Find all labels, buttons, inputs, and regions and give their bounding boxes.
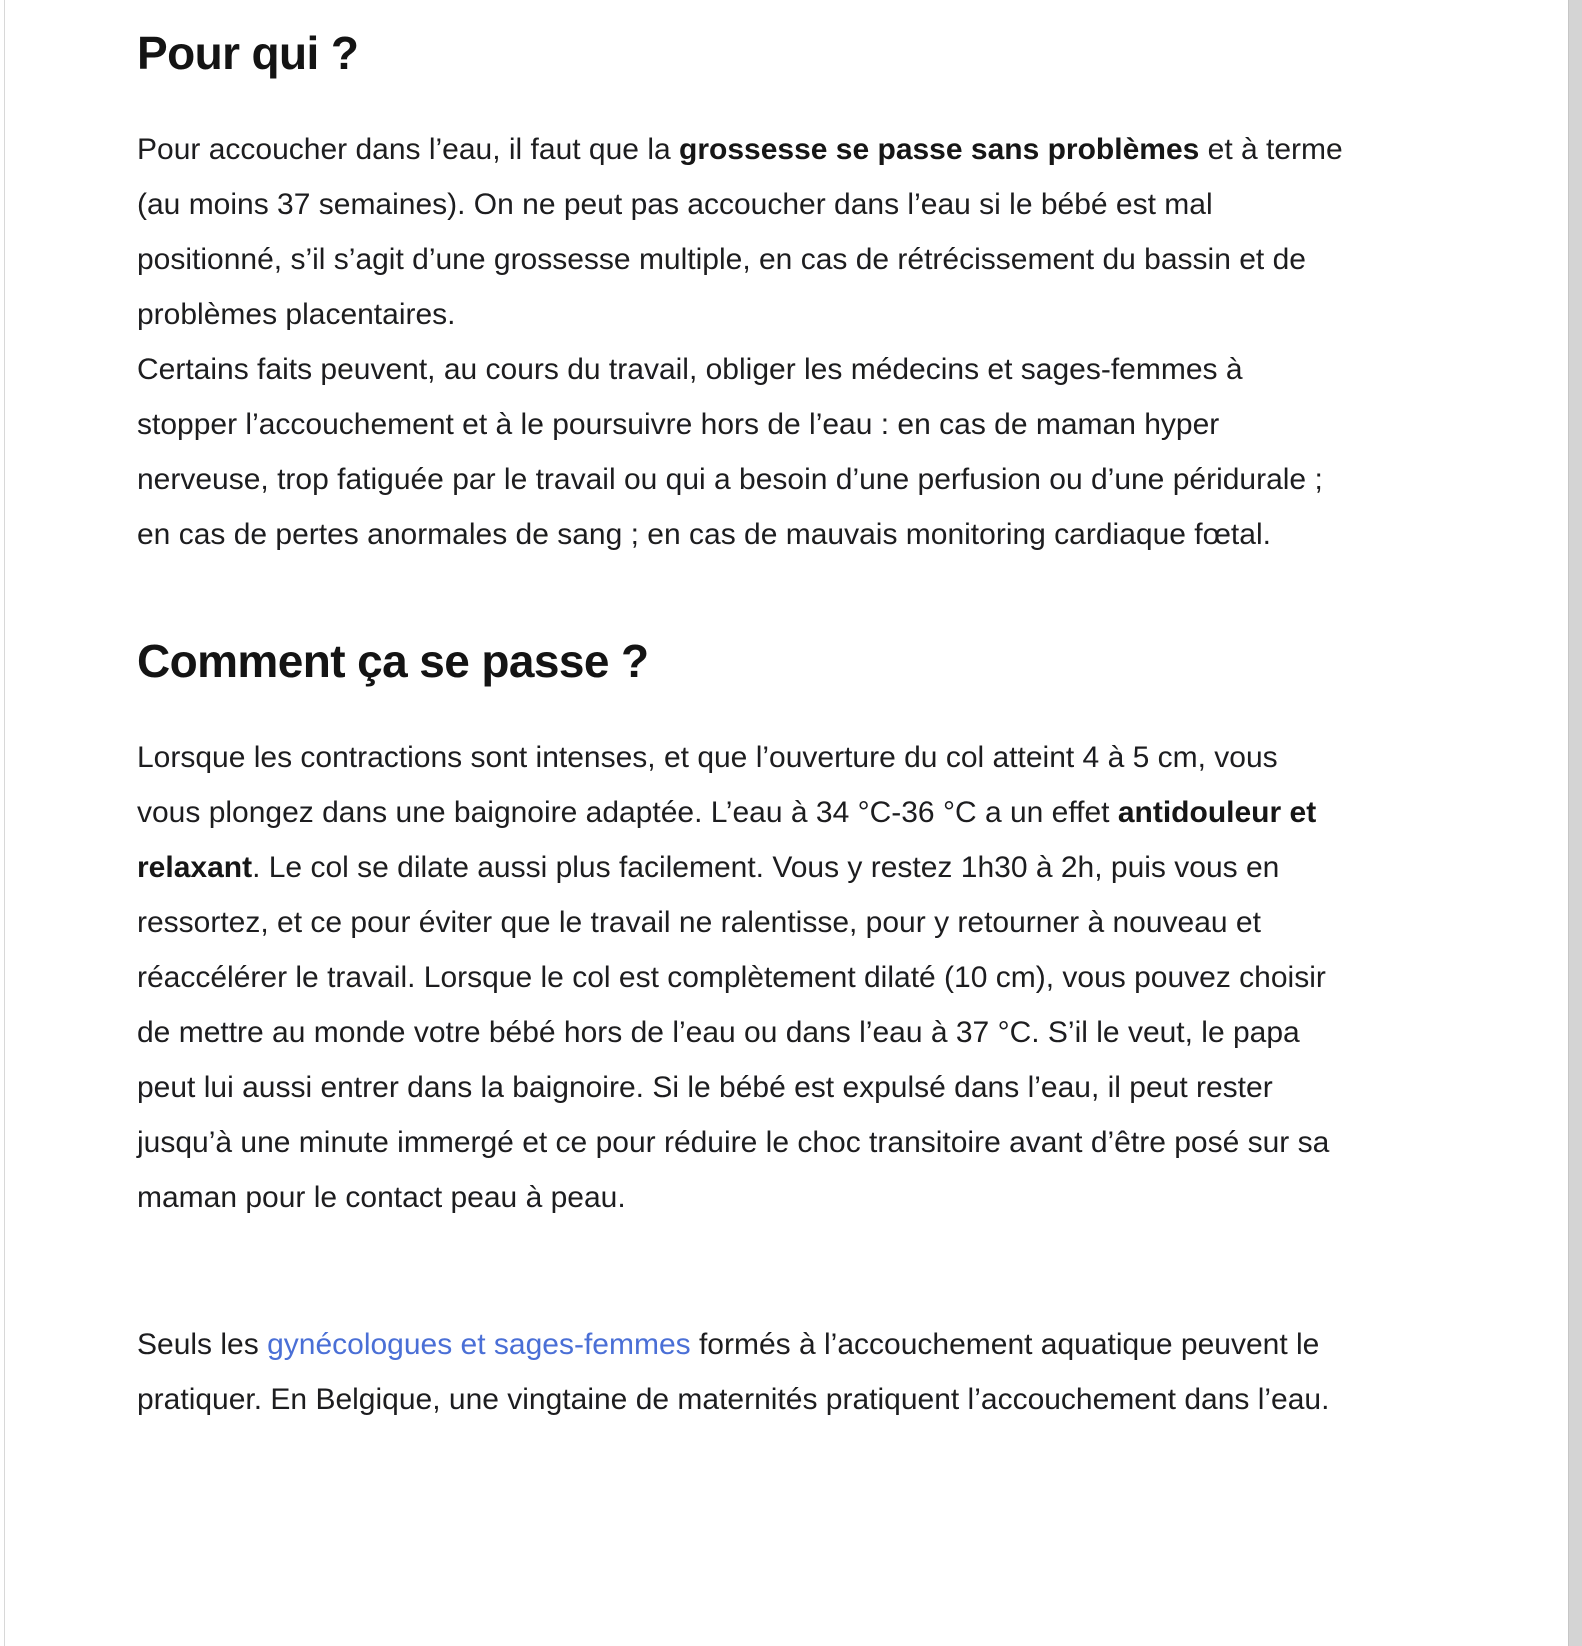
- gynecologues-sages-femmes-link[interactable]: gynécologues et sages-femmes: [267, 1328, 691, 1361]
- text-run: formés à l’accouchement aquatique peuvent le pratiquer. En Belgique, une vingtaine de maternités pratiquent l’accouchement dans l’eau.: [137, 1328, 1330, 1416]
- paragraph-eligibility: [137, 122, 1349, 562]
- heading-pour-qui: Pour qui ?: [137, 27, 359, 79]
- text-run: Pour accoucher dans l’eau, il faut que la: [137, 133, 680, 166]
- section-comment-ca-se-passe: [137, 632, 1349, 1427]
- bold-grossesse-sans-problemes: grossesse se passe sans problèmes: [679, 133, 1200, 166]
- text-run: et à terme (au moins 37 semaines). On ne peut pas accoucher dans l’eau si le bébé est mal positionné, s’il s’agit d’une grossesse multiple, en cas de rétrécissement du bassin et de problèmes placentaires.: [137, 133, 1343, 331]
- text-run: Seuls les: [137, 1328, 268, 1361]
- article-content: [137, 0, 1349, 1473]
- paragraph-practitioners: [137, 1317, 1349, 1427]
- text-run: . Le col se dilate aussi plus facilement. Vous y restez 1h30 à 2h, puis vous en ressortez, et ce pour éviter que le travail ne ralentisse, pour y retourner à nouveau et réaccélérer le travail. Lorsque le col est complètement dilaté (10 cm), vous pouvez choisir de mettre au monde votre bébé hors de l’eau ou dans l’eau à 37 °C. S’il le veut, le papa peut lui aussi entrer dans la baignoire. Si le bébé est expulsé dans l’eau, il peut rester jusqu’à une minute immergé et ce pour réduire le choc transitoire avant d’être posé sur sa maman pour le contact peau à peau.: [137, 851, 1330, 1214]
- section-pour-qui: [137, 24, 1349, 562]
- text-run: Certains faits peuvent, au cours du travail, obliger les médecins et sages-femmes à stopper l’accouchement et à le poursuivre hors de l’eau : en cas de maman hyper nerveuse, trop fatiguée par le travail ou qui a besoin d’une perfusion ou d’une péridurale ; en cas de pertes anormales de sang ; en cas de mauvais monitoring cardiaque fœtal.: [137, 353, 1323, 551]
- page-left-border: [4, 0, 5, 1646]
- heading-comment-ca-se-passe: Comment ça se passe ?: [137, 635, 649, 687]
- bold-antidouleur-relaxant: antidouleur et relaxant: [137, 796, 1317, 884]
- paragraph-process: [137, 730, 1349, 1225]
- scrollbar-track[interactable]: [1568, 0, 1582, 1646]
- text-run: Lorsque les contractions sont intenses, et que l’ouverture du col atteint 4 à 5 cm, vous vous plongez dans une baignoire adaptée. L’eau à 34 °C-36 °C a un effet: [137, 741, 1278, 829]
